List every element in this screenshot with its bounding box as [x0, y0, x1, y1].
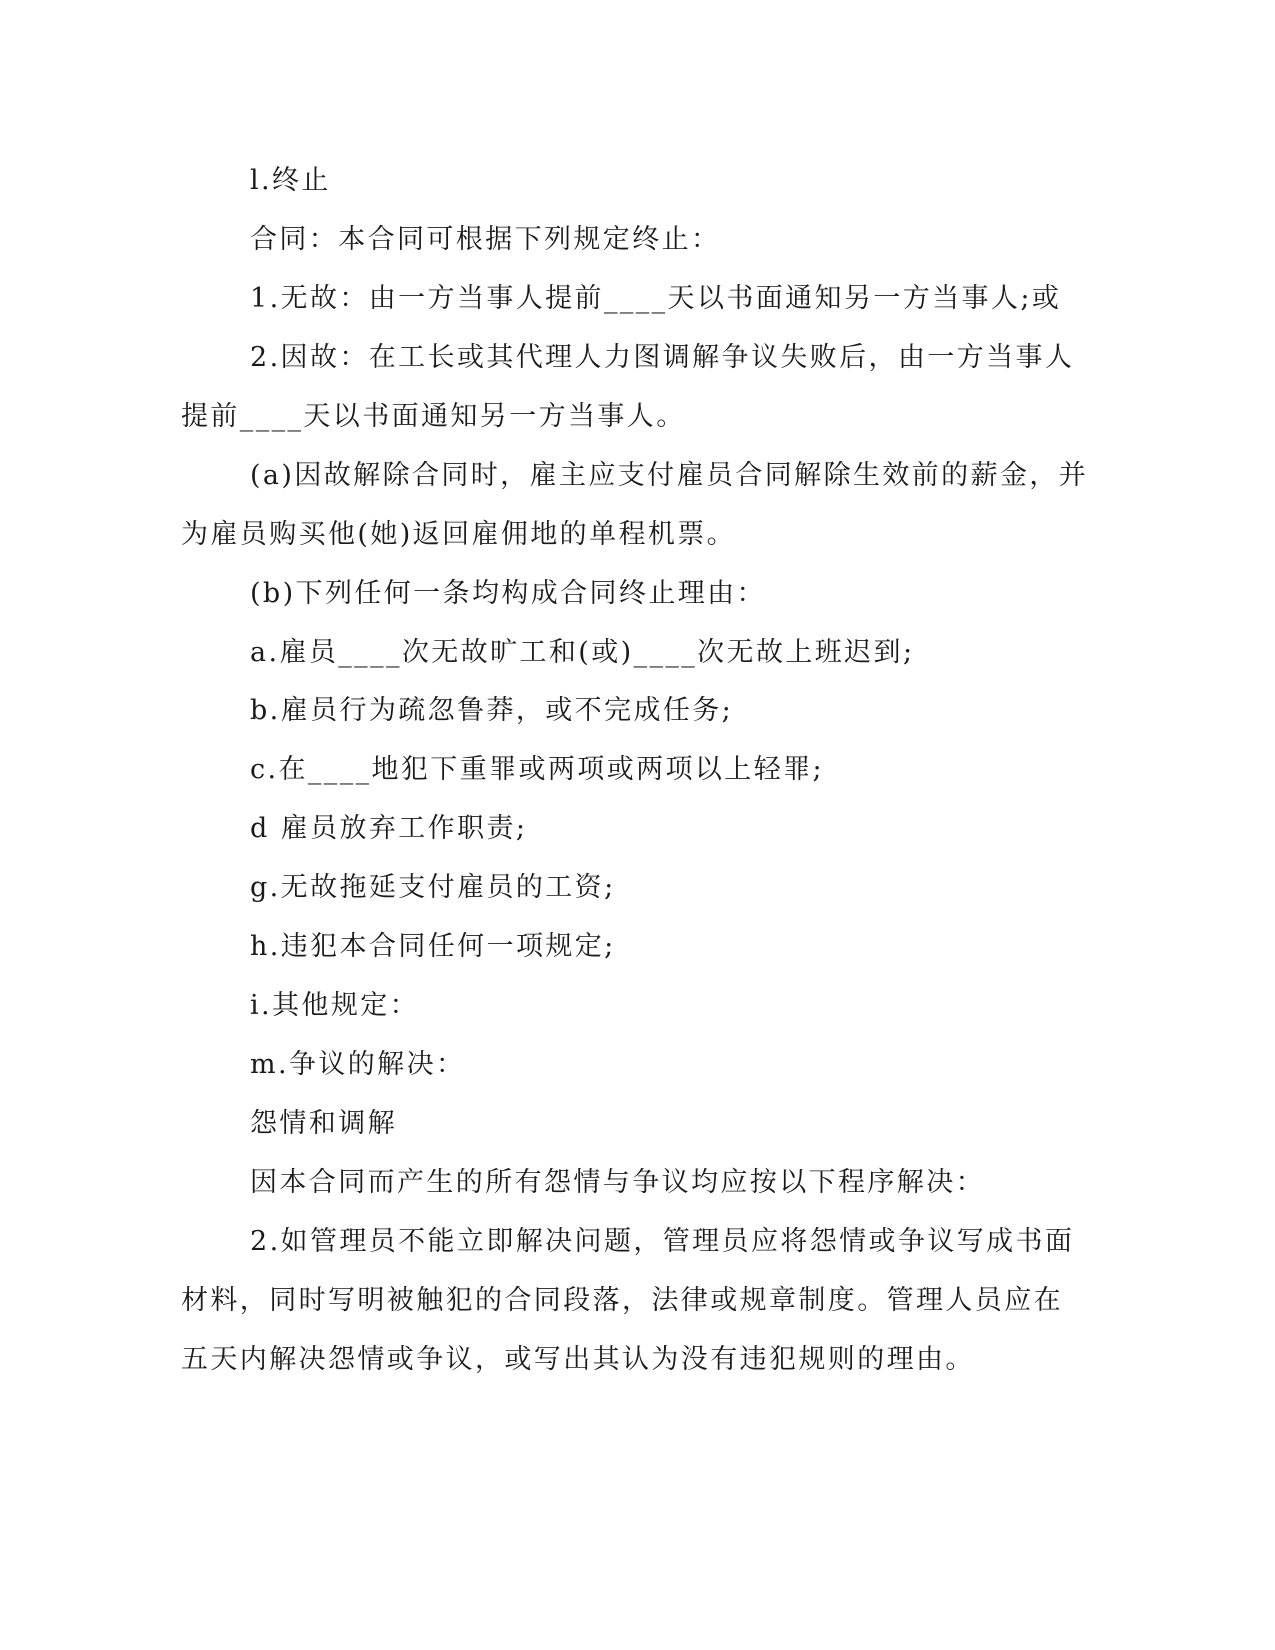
reason-g-wage-delay: g.无故拖延支付雇员的工资; — [250, 872, 616, 903]
paragraph-procedure: 因本合同而产生的所有怨情与争议均应按以下程序解决： — [250, 1167, 985, 1198]
section-heading-termination: l.终止 — [250, 165, 331, 196]
clause-for-cause: 2.因故：在工长或其代理人力图调解争议失败后，由一方当事人 — [250, 342, 1075, 373]
clause-without-cause: 1.无故：由一方当事人提前____天以书面通知另一方当事人;或 — [250, 283, 1062, 314]
clause-for-cause-continued: 提前____天以书面通知另一方当事人。 — [181, 401, 686, 432]
paragraph-contract-termination: 合同：本合同可根据下列规定终止： — [250, 224, 721, 255]
procedure-step-2-continued-1: 材料，同时写明被触犯的合同段落，法律或规章制度。管理人员应在 — [181, 1285, 1063, 1316]
reason-d-abandonment: d 雇员放弃工作职责; — [250, 813, 528, 844]
clause-a-payment-continued: 为雇员购买他(她)返回雇佣地的单程机票。 — [181, 519, 737, 550]
subheading-grievance-mediation: 怨情和调解 — [250, 1108, 397, 1139]
procedure-step-2: 2.如管理员不能立即解决问题，管理员应将怨情或争议写成书面 — [250, 1226, 1075, 1257]
clause-b-reasons: (b)下列任何一条均构成合同终止理由： — [250, 578, 766, 609]
clause-a-payment: (a)因故解除合同时，雇主应支付雇员合同解除生效前的薪金，并 — [250, 460, 1089, 491]
reason-c-crime: c.在____地犯下重罪或两项或两项以上轻罪; — [250, 754, 824, 785]
procedure-step-2-continued-2: 五天内解决怨情或争议，或写出其认为没有违犯规则的理由。 — [181, 1344, 975, 1375]
reason-b-negligence: b.雇员行为疏忽鲁莽，或不完成任务; — [250, 695, 734, 726]
section-dispute-resolution: m.争议的解决： — [250, 1049, 466, 1080]
reason-h-violation: h.违犯本合同任何一项规定; — [250, 931, 616, 962]
reason-i-other: i.其他规定： — [250, 990, 420, 1021]
reason-a-absence: a.雇员____次无故旷工和(或)____次无故上班迟到; — [250, 637, 915, 668]
